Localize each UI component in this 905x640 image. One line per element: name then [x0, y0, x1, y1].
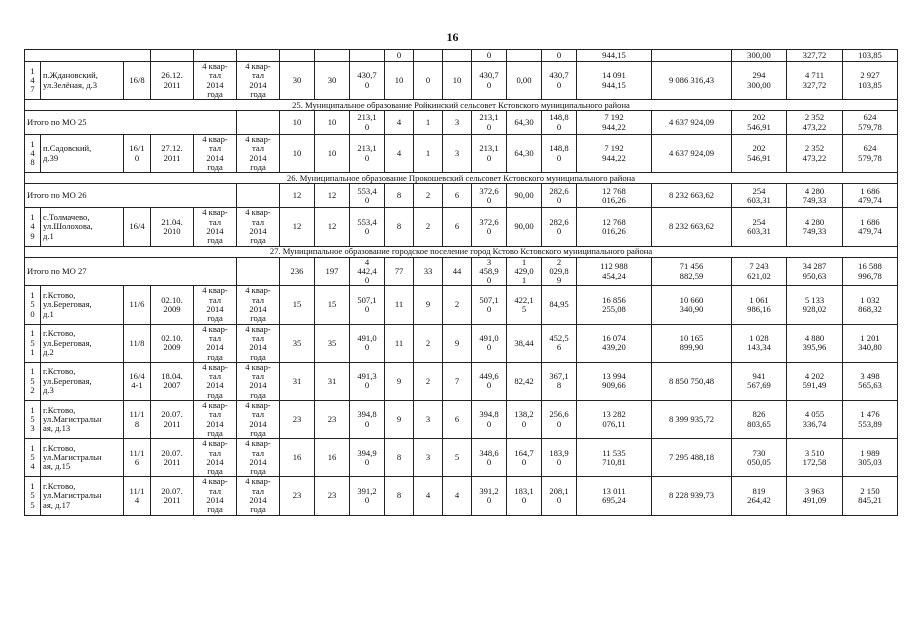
table-cell: 0,00 [507, 62, 542, 100]
table-cell: 3 963 491,09 [787, 477, 843, 515]
table-cell: 16 [280, 439, 315, 477]
table-cell [350, 50, 385, 62]
table-cell: 4 квар- тал 2014 года [194, 286, 237, 324]
table-cell: 64,30 [507, 135, 542, 173]
table-cell: 4 711 327,72 [787, 62, 843, 100]
table-cell: 4 квар- тал 2014 года [194, 362, 237, 400]
table-cell: 4 квар- тал 2014 года [194, 439, 237, 477]
table-cell: 4 [414, 477, 443, 515]
table-cell: 16 856 255,08 [577, 286, 652, 324]
table-cell: 3 510 172,58 [787, 439, 843, 477]
table-row-carryover [25, 50, 898, 62]
table-cell: 77 [385, 257, 414, 286]
table-cell: 20.07. 2011 [151, 477, 194, 515]
table-cell: 254 603,31 [732, 208, 787, 246]
table-cell: 7 192 944,22 [577, 135, 652, 173]
table-cell: 7 [443, 362, 472, 400]
table-cell: г.Кстово, ул.Магистральн ая, д.13 [41, 401, 124, 439]
table-cell: 23 [315, 477, 350, 515]
table-cell: 103,85 [843, 50, 898, 62]
table-cell: 4 280 749,33 [787, 184, 843, 208]
table-cell: 394,8 0 [350, 401, 385, 439]
table-cell: 26.12. 2011 [151, 62, 194, 100]
table-cell: 507,1 0 [350, 286, 385, 324]
table-cell: 0 [414, 62, 443, 100]
table-cell: 2 927 103,85 [843, 62, 898, 100]
table-cell: 1 032 868,32 [843, 286, 898, 324]
table-cell: 1 028 143,34 [732, 324, 787, 362]
table-cell: 4 квар- тал 2014 года [237, 439, 280, 477]
table-cell: 138,2 0 [507, 401, 542, 439]
table-cell: 8 850 750,48 [652, 362, 732, 400]
table-cell: 1 429,0 1 [507, 257, 542, 286]
table-cell: 372,6 0 [472, 184, 507, 208]
table-cell: 34 287 950,63 [787, 257, 843, 286]
page-number: 16 [446, 30, 459, 44]
table-cell: 7 295 488,18 [652, 439, 732, 477]
table-cell: 2 [414, 184, 443, 208]
table-cell: 12 [280, 184, 315, 208]
table-cell: 4 [385, 111, 414, 135]
table-cell: 112 988 454,24 [577, 257, 652, 286]
table-cell: 1 5 2 [25, 362, 41, 400]
section-header-row [25, 173, 898, 184]
table-cell: 16/1 0 [124, 135, 151, 173]
table-cell: 2 [414, 362, 443, 400]
table-cell: 553,4 0 [350, 184, 385, 208]
table-cell: 2 352 473,22 [787, 135, 843, 173]
table-cell: 02.10. 2009 [151, 286, 194, 324]
table-cell: 213,1 0 [472, 111, 507, 135]
table-cell: 1 686 479,74 [843, 184, 898, 208]
table-cell [443, 50, 472, 62]
table-cell: 4 квар- тал 2014 года [194, 135, 237, 173]
table-cell: 90,00 [507, 208, 542, 246]
table-row [25, 401, 898, 439]
table-cell: 294 300,00 [732, 62, 787, 100]
table-cell: 2 [414, 208, 443, 246]
table-cell: п.Садовский, д.39 [41, 135, 124, 173]
table-cell: 12 [315, 208, 350, 246]
table-cell: 27. Муниципальное образование городское поселение город Кстово Кстовского муниципального района [25, 246, 898, 257]
table-cell: 26. Муниципальное образование Прокошевский сельсовет Кстовского муниципального района [25, 173, 898, 184]
table-cell: 300,00 [732, 50, 787, 62]
table-cell: 422,1 5 [507, 286, 542, 324]
table-row [25, 362, 898, 400]
table-cell: 491,3 0 [350, 362, 385, 400]
table-cell: 11/1 6 [124, 439, 151, 477]
table-cell: 4 квар- тал 2014 года [237, 208, 280, 246]
table-cell: 16/4 4-1 [124, 362, 151, 400]
table-row [25, 477, 898, 515]
table-row [25, 439, 898, 477]
table-cell: 941 567,69 [732, 362, 787, 400]
table-cell: 33 [414, 257, 443, 286]
table-cell: 13 994 909,66 [577, 362, 652, 400]
table-cell: 4 квар- тал 2014 года [237, 362, 280, 400]
table-cell: 23 [280, 401, 315, 439]
table-cell: 1 4 8 [25, 135, 41, 173]
table-cell: 4 квар- тал 2014 года [237, 477, 280, 515]
table-cell: 391,2 0 [472, 477, 507, 515]
table-row [25, 208, 898, 246]
table-cell: 449,6 0 [472, 362, 507, 400]
table-cell: 11/1 4 [124, 477, 151, 515]
table-cell: 21.04. 2010 [151, 208, 194, 246]
table-cell: 1 061 986,16 [732, 286, 787, 324]
table-cell: 1 5 3 [25, 401, 41, 439]
table-cell: 9 [414, 286, 443, 324]
table-cell: 491,0 0 [472, 324, 507, 362]
table-cell: 10 660 340,90 [652, 286, 732, 324]
table-cell [315, 50, 350, 62]
table-cell [237, 50, 280, 62]
table-cell: 4 202 591,49 [787, 362, 843, 400]
table-cell: 30 [315, 62, 350, 100]
table-cell: 391,2 0 [350, 477, 385, 515]
table-cell: 18.04. 2007 [151, 362, 194, 400]
table-cell: Итого по МО 25 [25, 111, 237, 135]
table-cell [237, 184, 280, 208]
table-cell: 4 [443, 477, 472, 515]
table-cell: 4 квар- тал 2014 года [237, 324, 280, 362]
table-cell: 6 [443, 401, 472, 439]
table-cell: 64,30 [507, 111, 542, 135]
table-cell: 4 [385, 135, 414, 173]
table-cell: Итого по МО 26 [25, 184, 237, 208]
table-cell: 1 [414, 111, 443, 135]
table-cell: п.Ждановский, ул.Зелёная, д.3 [41, 62, 124, 100]
table-cell: 3 [443, 135, 472, 173]
table-cell: 16 074 439,20 [577, 324, 652, 362]
table-cell: 197 [315, 257, 350, 286]
table-cell: 254 603,31 [732, 184, 787, 208]
table-row [25, 324, 898, 362]
table-cell: 10 [385, 62, 414, 100]
table-cell: 11/6 [124, 286, 151, 324]
table-cell [194, 50, 237, 62]
table-cell: 1 476 553,89 [843, 401, 898, 439]
table-cell: г.Кстово, ул.Береговая, д.2 [41, 324, 124, 362]
table-cell: 10 165 899,90 [652, 324, 732, 362]
table-cell: 213,1 0 [472, 135, 507, 173]
table-cell: 2 029,8 9 [542, 257, 577, 286]
table-cell: 1 201 340,80 [843, 324, 898, 362]
table-cell: 372,6 0 [472, 208, 507, 246]
total-row [25, 111, 898, 135]
table-cell: 202 546,91 [732, 135, 787, 173]
table-cell: 491,0 0 [350, 324, 385, 362]
table-cell: 90,00 [507, 184, 542, 208]
table-cell: 12 768 016,26 [577, 208, 652, 246]
table-cell: 0 [542, 50, 577, 62]
table-cell [507, 50, 542, 62]
table-cell: 507,1 0 [472, 286, 507, 324]
table-cell: 23 [315, 401, 350, 439]
table-cell: г.Кстово, ул.Береговая, д.3 [41, 362, 124, 400]
table-cell: 0 [472, 50, 507, 62]
table-cell: 4 637 924,09 [652, 135, 732, 173]
table-cell: 16 588 996,78 [843, 257, 898, 286]
table-cell: 213,1 0 [350, 135, 385, 173]
table-cell: 7 243 621,02 [732, 257, 787, 286]
table-cell: 367,1 8 [542, 362, 577, 400]
table-cell: 4 квар- тал 2014 года [194, 477, 237, 515]
table-cell: 2 352 473,22 [787, 111, 843, 135]
table-cell: 2 [443, 286, 472, 324]
table-cell: 12 [315, 184, 350, 208]
table-cell: 624 579,78 [843, 111, 898, 135]
table-cell: 4 637 924,09 [652, 111, 732, 135]
table-cell: 11/1 8 [124, 401, 151, 439]
table-cell: 1 989 305,03 [843, 439, 898, 477]
table-cell: 4 квар- тал 2014 года [237, 286, 280, 324]
table-cell: 3 [414, 439, 443, 477]
table-cell: 13 282 076,11 [577, 401, 652, 439]
table-cell: 8 [385, 439, 414, 477]
table-cell: 02.10. 2009 [151, 324, 194, 362]
table-cell: 13 011 695,24 [577, 477, 652, 515]
table-cell: 10 [315, 135, 350, 173]
table-cell: 3 498 565,63 [843, 362, 898, 400]
table-cell: 183,1 0 [507, 477, 542, 515]
total-row [25, 184, 898, 208]
table-cell: 1 4 7 [25, 62, 41, 100]
table-cell: 430,7 0 [542, 62, 577, 100]
table-cell: 348,6 0 [472, 439, 507, 477]
table-cell: 2 [414, 324, 443, 362]
table-cell: 202 546,91 [732, 111, 787, 135]
table-cell: 4 квар- тал 2014 года [194, 208, 237, 246]
table-cell: 624 579,78 [843, 135, 898, 173]
table-cell [25, 50, 151, 62]
table-cell: г.Кстово, ул.Магистральн ая, д.15 [41, 439, 124, 477]
table-cell: 11 [385, 286, 414, 324]
table-cell: 4 квар- тал 2014 года [194, 62, 237, 100]
table-cell: 4 442,4 0 [350, 257, 385, 286]
table-cell: 10 [280, 135, 315, 173]
table-cell: 11 535 710,81 [577, 439, 652, 477]
table-cell: 4 квар- тал 2014 года [194, 401, 237, 439]
table-cell: 327,72 [787, 50, 843, 62]
table-cell: 35 [315, 324, 350, 362]
table-cell: 71 456 882,59 [652, 257, 732, 286]
table-row [25, 135, 898, 173]
table-cell: 8 232 663,62 [652, 208, 732, 246]
table-cell: 20.07. 2011 [151, 439, 194, 477]
table-cell: 16 [315, 439, 350, 477]
table-cell: 9 [385, 401, 414, 439]
table-cell: 12 [280, 208, 315, 246]
table-cell: Итого по МО 27 [25, 257, 237, 286]
table-cell: 282,6 0 [542, 208, 577, 246]
table-cell: 9 086 316,43 [652, 62, 732, 100]
table-cell: 8 [385, 208, 414, 246]
table-cell: 553,4 0 [350, 208, 385, 246]
table-cell [151, 50, 194, 62]
table-cell: 6 [443, 208, 472, 246]
table-cell: 394,9 0 [350, 439, 385, 477]
table-cell: 11/8 [124, 324, 151, 362]
table-cell: 452,5 6 [542, 324, 577, 362]
table-cell: 3 [443, 111, 472, 135]
table-cell: 15 [280, 286, 315, 324]
table-cell: 10 [280, 111, 315, 135]
table-cell: 12 768 016,26 [577, 184, 652, 208]
table-cell: 38,44 [507, 324, 542, 362]
table-cell: 30 [280, 62, 315, 100]
table-cell: 826 803,65 [732, 401, 787, 439]
table-cell: 16/4 [124, 208, 151, 246]
table-cell: 82,42 [507, 362, 542, 400]
table-cell: 5 [443, 439, 472, 477]
table-cell: 23 [280, 477, 315, 515]
table-cell: 8 228 939,73 [652, 477, 732, 515]
table-cell: 430,7 0 [472, 62, 507, 100]
table-cell: 44 [443, 257, 472, 286]
table-row [25, 286, 898, 324]
section-header-row [25, 246, 898, 257]
table-cell: 1 5 4 [25, 439, 41, 477]
table-cell: 256,6 0 [542, 401, 577, 439]
table-cell [237, 111, 280, 135]
table-cell: 183,9 0 [542, 439, 577, 477]
table-cell [237, 257, 280, 286]
table-cell [280, 50, 315, 62]
table-cell: 164,7 0 [507, 439, 542, 477]
table-cell: 8 399 935,72 [652, 401, 732, 439]
table-cell: 8 232 663,62 [652, 184, 732, 208]
table-cell: 8 [385, 477, 414, 515]
table-cell: 730 050,05 [732, 439, 787, 477]
table-cell: 1 4 9 [25, 208, 41, 246]
table-cell: 35 [280, 324, 315, 362]
table-cell: 4 055 336,74 [787, 401, 843, 439]
table-cell: 148,8 0 [542, 135, 577, 173]
table-cell: 208,1 0 [542, 477, 577, 515]
table-cell: 944,15 [577, 50, 652, 62]
table-cell: 15 [315, 286, 350, 324]
table-cell: г.Кстово, ул.Магистральн ая, д.17 [41, 477, 124, 515]
table-cell: 20.07. 2011 [151, 401, 194, 439]
table-cell [652, 50, 732, 62]
table-cell: 25. Муниципальное образование Ройкинский сельсовет Кстовского муниципального района [25, 100, 898, 111]
table-cell: 10 [443, 62, 472, 100]
table-cell: 282,6 0 [542, 184, 577, 208]
table-cell: 148,8 0 [542, 111, 577, 135]
table-cell: 1 5 1 [25, 324, 41, 362]
table-cell: 4 квар- тал 2014 года [237, 62, 280, 100]
table-cell: 4 квар- тал 2014 года [237, 401, 280, 439]
table-cell: 430,7 0 [350, 62, 385, 100]
table-cell: 3 [414, 401, 443, 439]
table-cell: 4 квар- тал 2014 года [194, 324, 237, 362]
table-cell: 31 [280, 362, 315, 400]
table-cell: г.Кстово, ул.Береговая, д.1 [41, 286, 124, 324]
table-cell: 236 [280, 257, 315, 286]
table-cell: 394,8 0 [472, 401, 507, 439]
table-cell: 9 [443, 324, 472, 362]
table-cell: 1 686 479,74 [843, 208, 898, 246]
table-cell: 213,1 0 [350, 111, 385, 135]
table-cell: 4 880 395,96 [787, 324, 843, 362]
table-row [25, 62, 898, 100]
table-cell: 0 [385, 50, 414, 62]
table-cell: 84,95 [542, 286, 577, 324]
section-header-row [25, 100, 898, 111]
housing-relocation-table [24, 49, 898, 516]
table-cell: 6 [443, 184, 472, 208]
table-cell: 2 150 845,21 [843, 477, 898, 515]
table-cell: 3 458,9 0 [472, 257, 507, 286]
table-cell: 5 133 928,02 [787, 286, 843, 324]
table-cell [414, 50, 443, 62]
table-cell: 1 5 5 [25, 477, 41, 515]
table-cell: 16/8 [124, 62, 151, 100]
table-cell: 4 280 749,33 [787, 208, 843, 246]
total-row [25, 257, 898, 286]
table-cell: 14 091 944,15 [577, 62, 652, 100]
table-cell: 27.12. 2011 [151, 135, 194, 173]
table-cell: 1 [414, 135, 443, 173]
table-cell: 1 5 0 [25, 286, 41, 324]
table-cell: 9 [385, 362, 414, 400]
table-cell: 31 [315, 362, 350, 400]
table-cell: с.Толмачево, ул.Шолохова, д.1 [41, 208, 124, 246]
table-cell: 11 [385, 324, 414, 362]
table-cell: 819 264,42 [732, 477, 787, 515]
table-cell: 8 [385, 184, 414, 208]
table-cell: 4 квар- тал 2014 года [237, 135, 280, 173]
table-cell: 7 192 944,22 [577, 111, 652, 135]
table-cell: 10 [315, 111, 350, 135]
